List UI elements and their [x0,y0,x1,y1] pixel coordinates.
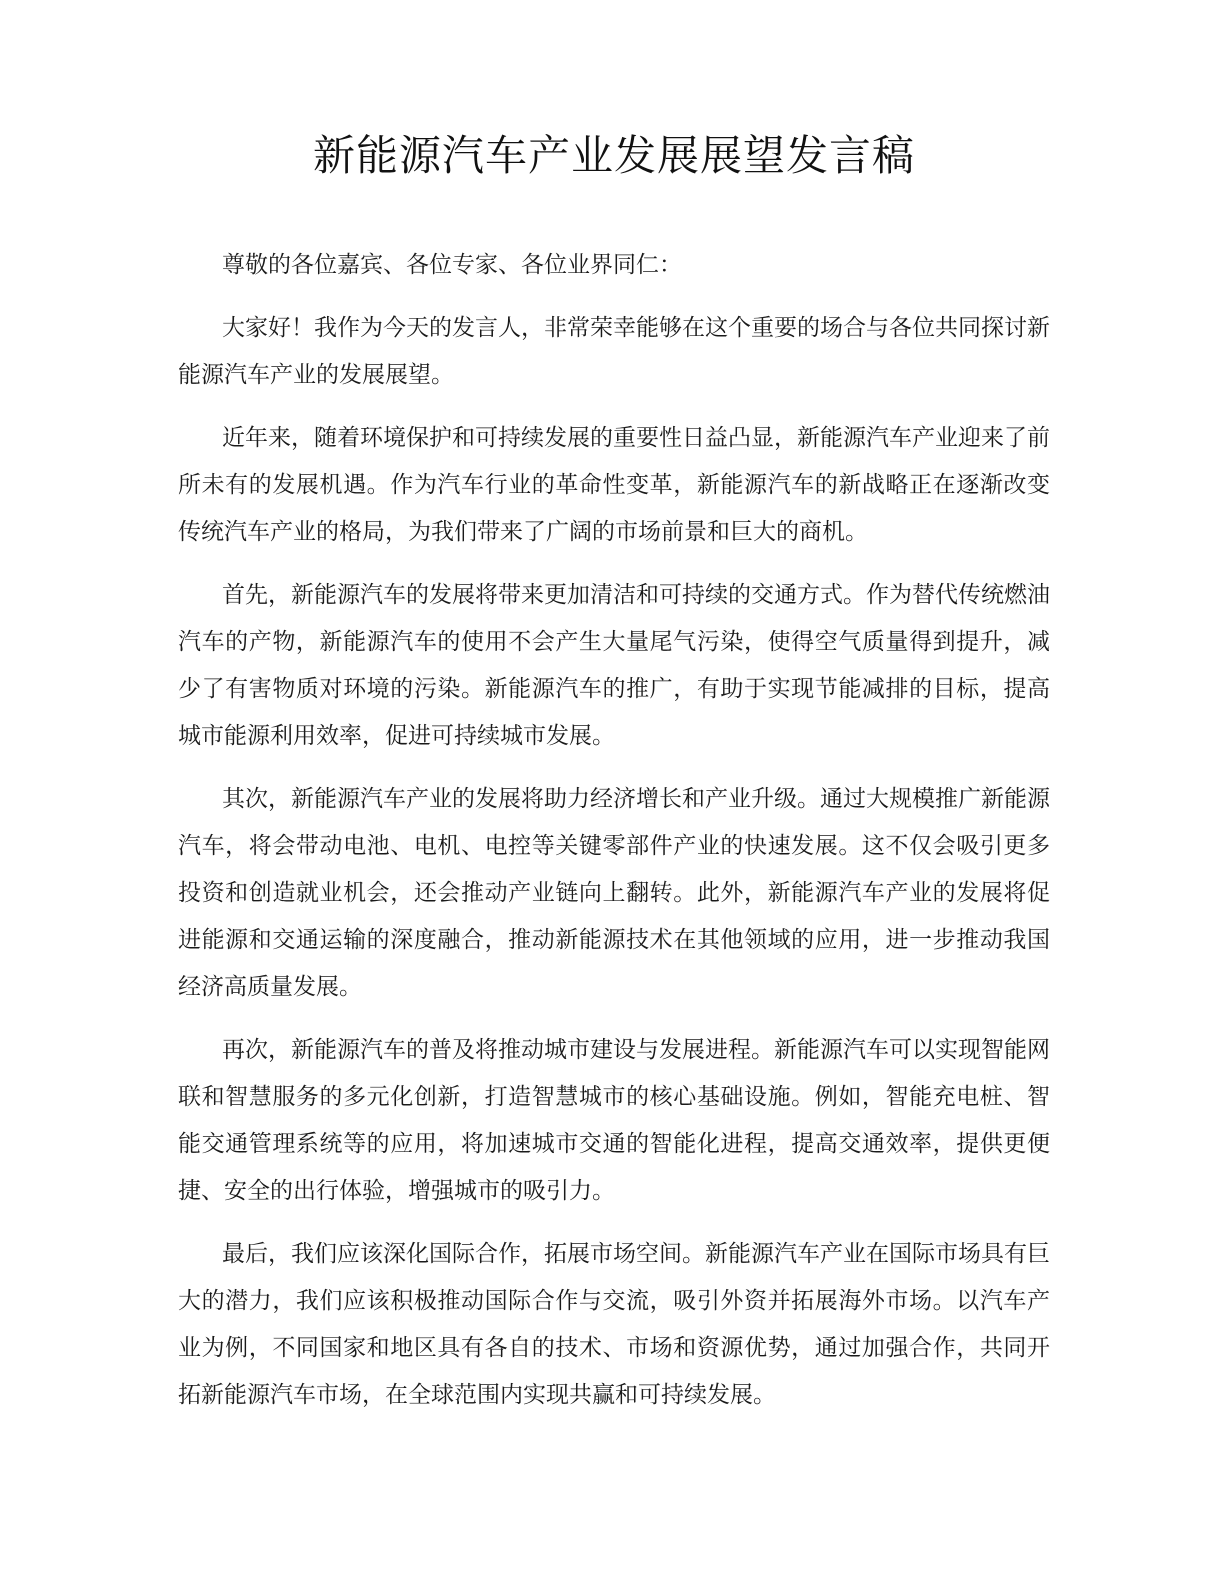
paragraph-first-point: 首先，新能源汽车的发展将带来更加清洁和可持续的交通方式。作为替代传统燃油汽车的产物，新能源汽车的使用不会产生大量尾气污染，使得空气质量得到提升，减少了有害物质对环境的污染。新能源汽车的推广，有助于实现节能减排的目标，提高城市能源利用效率，促进可持续城市发展。 [178,582,1050,749]
paragraph-second-point: 其次，新能源汽车产业的发展将助力经济增长和产业升级。通过大规模推广新能源汽车，将会带动电池、电机、电控等关键零部件产业的快速发展。这不仅会吸引更多投资和创造就业机会，还会推动产业链向上翻转。此外，新能源汽车产业的发展将促进能源和交通运输的深度融合，推动新能源技术在其他领域的应用，进一步推动我国经济高质量发展。 [178,786,1050,1000]
paragraph-greeting: 大家好！我作为今天的发言人，非常荣幸能够在这个重要的场合与各位共同探讨新能源汽车产业的发展展望。 [178,315,1050,388]
document-page [178,0,1050,1419]
paragraph-final-point: 最后，我们应该深化国际合作，拓展市场空间。新能源汽车产业在国际市场具有巨大的潜力，我们应该积极推动国际合作与交流，吸引外资并拓展海外市场。以汽车产业为例，不同国家和地区具有各自的技术、市场和资源优势，通过加强合作，共同开拓新能源汽车市场，在全球范围内实现共赢和可持续发展。 [178,1241,1050,1408]
document-title: 新能源汽车产业发展展望发言稿 [312,131,915,180]
paragraph-third-point: 再次，新能源汽车的普及将推动城市建设与发展进程。新能源汽车可以实现智能网联和智慧服务的多元化创新，打造智慧城市的核心基础设施。例如，智能充电桩、智能交通管理系统等的应用，将加速城市交通的智能化进程，提高交通效率，提供更便捷、安全的出行体验，增强城市的吸引力。 [178,1037,1050,1204]
salutation: 尊敬的各位嘉宾、各位专家、各位业界同仁： [222,252,682,278]
paragraph-background: 近年来，随着环境保护和可持续发展的重要性日益凸显，新能源汽车产业迎来了前所未有的发展机遇。作为汽车行业的革命性变革，新能源汽车的新战略正在逐渐改变传统汽车产业的格局，为我们带来了广阔的市场前景和巨大的商机。 [178,425,1050,545]
